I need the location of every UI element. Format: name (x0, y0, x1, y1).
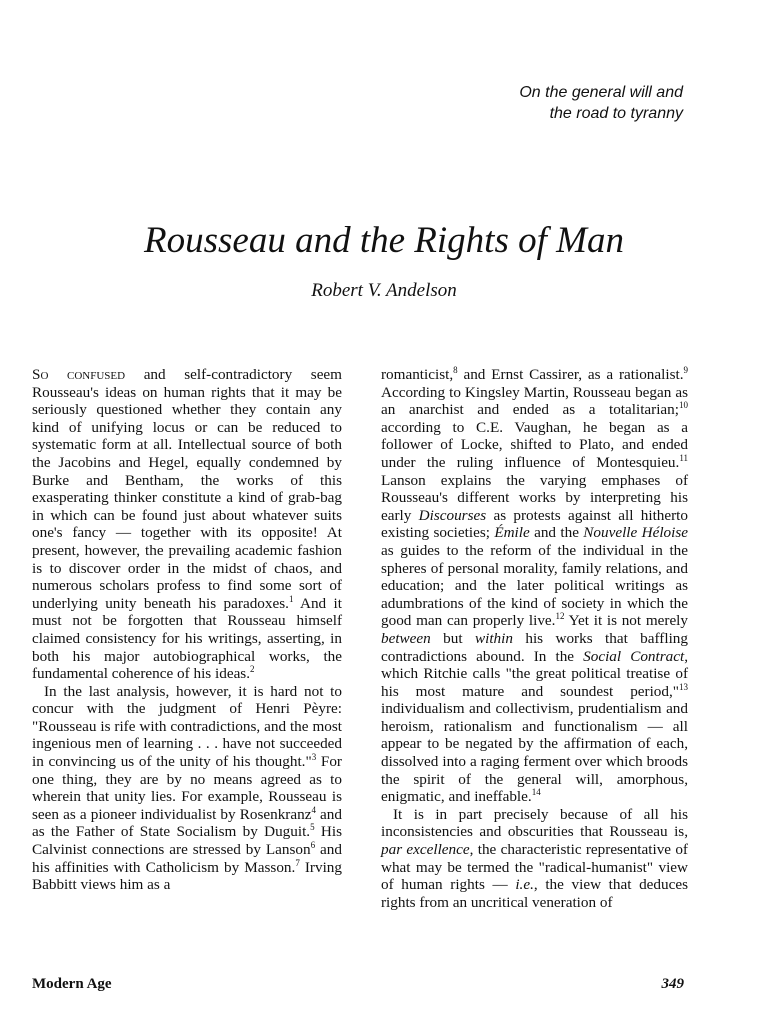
page-number: 349 (661, 976, 684, 992)
text-run: individualism and collectivism, prudentialism and heroism, rationalism and functionalism — all appear to be negated by the affirmation of each, dissolved into a raging ferment over which broods the spirit of the general will, amorphous, enigmatic, and ineffable. (381, 700, 688, 806)
footnote-marker: 9 (683, 364, 688, 375)
kicker-line: On the general will and (519, 84, 683, 101)
text-run: as protests against all hitherto existing societies; (381, 506, 688, 542)
text-run: and Ernst Cassirer, as a rationalist. (457, 366, 684, 383)
footnote-marker: 14 (531, 787, 541, 798)
footnote-marker: 5 (310, 822, 315, 833)
text-run: In the last analysis, however, it is hard not to concur with the judgment of Henri Pèyre: "Rousseau is rife with contradictions, and the most ingenious men of learning . . . have not succeeded in convincing us of the unity of his thought." (32, 682, 342, 771)
italic-text: Émile (494, 524, 530, 542)
journal-name: Modern Age (32, 976, 112, 992)
text-run: His Calvinist connections are stressed by Lanson (32, 823, 342, 859)
footnote-marker: 3 (311, 752, 317, 762)
footnote-marker: 12 (555, 611, 565, 622)
footnote-marker: 4 (311, 804, 316, 815)
text-run: and his affinities with Catholicism by Masson. (32, 841, 342, 876)
italic-text: Social Contract (583, 647, 685, 665)
text-run: according to C.E. Vaughan, he began as a follower of Locke, shifted to Plato, and ended under the ruling influence of Montesquieu. (381, 418, 688, 471)
text-run: as guides to the reform of the individual in the spheres of personal morality, family relations, and education; and the later political writings as adumbrations of the kind of society in which the good man can properly live. (381, 541, 688, 630)
italic-text: par excellence (381, 841, 470, 859)
text-column-right (381, 366, 688, 911)
small-caps-lead: So confused (32, 366, 126, 383)
kicker-line: the road to tyranny (549, 105, 683, 122)
text-run: romanticist, (381, 366, 454, 383)
text-run: , which Ritchie calls "the great political treatise of his most mature and soundest period," (381, 647, 688, 700)
text-run: and the (529, 524, 584, 542)
italic-text: within (474, 629, 513, 647)
text-run: and as the Father of State Socialism by Duguit. (32, 805, 342, 841)
article-author: Robert V. Andelson (311, 280, 457, 301)
body-paragraph (381, 806, 688, 912)
footnote-marker: 13 (679, 681, 688, 692)
text-run: his works that baffling contradictions abound. In the (381, 629, 688, 665)
article-title: Rousseau and the Rights of Man (144, 220, 624, 261)
text-run: Irving Babbitt views him as a (32, 858, 342, 894)
text-run: Lanson explains the varying emphases of Rousseau's different works by interpreting his early (381, 471, 688, 524)
body-paragraph (381, 366, 688, 806)
footnote-marker: 6 (310, 839, 316, 850)
body-paragraph (32, 683, 342, 894)
text-run: It is in part precisely because of all his inconsistencies and obscurities that Rousseau is, (381, 805, 688, 841)
text-run: but (430, 629, 475, 647)
footnote-marker: 2 (250, 664, 255, 675)
italic-text: Nouvelle Héloise (583, 524, 689, 542)
text-run: , the characteristic representative of what may be termed the "radical-humanist" view of human rights — (381, 841, 688, 894)
italic-text: Discourses (418, 506, 487, 524)
italic-text: between (381, 629, 431, 647)
footnote-marker: 7 (295, 857, 300, 868)
text-run: For one thing, they are by no means agreed as to wherein that unity lies. For example, Rousseau is seen as a pioneer individualist by Rosenkranz (32, 753, 342, 823)
text-column-left (32, 366, 342, 894)
text-run: And it must not be forgotten that Rousseau himself claimed consistency for his writings, asserting, in both his major autobiographical works, the fundamental coherence of his ideas. (32, 594, 342, 683)
text-run: Yet it is not merely (564, 612, 688, 630)
footnote-marker: 11 (679, 452, 688, 463)
footnote-marker: 10 (679, 400, 688, 411)
footnote-marker: 8 (453, 364, 458, 375)
italic-text: i.e. (515, 876, 534, 894)
footnote-marker: 1 (288, 593, 294, 604)
article-kicker (519, 82, 683, 124)
body-paragraph (32, 366, 342, 683)
text-run: According to Kingsley Martin, Rousseau began as an anarchist and ended as a totalitarian; (381, 383, 688, 419)
text-run: and self-contradictory seem Rousseau's ideas on human rights that it may be seriously questioned whether they contain any kind of unifying locus or can be reduced to systematic form at all. Intellectual source of both the Jacobins and Hegel, equally condemned by Burke and Bentham, the works of this exasperating thinker constitute a kind of grab-bag in which can be found just about whatever suits one's fancy — together with its opposite! At present, however, the prevailing academic fashion is to discover order in the midst of chaos, and numerous scholars profess to find some sort of underlying unity beneath his paradoxes. (32, 366, 342, 612)
text-run: , the view that deduces rights from an uncritical veneration of (381, 876, 688, 911)
